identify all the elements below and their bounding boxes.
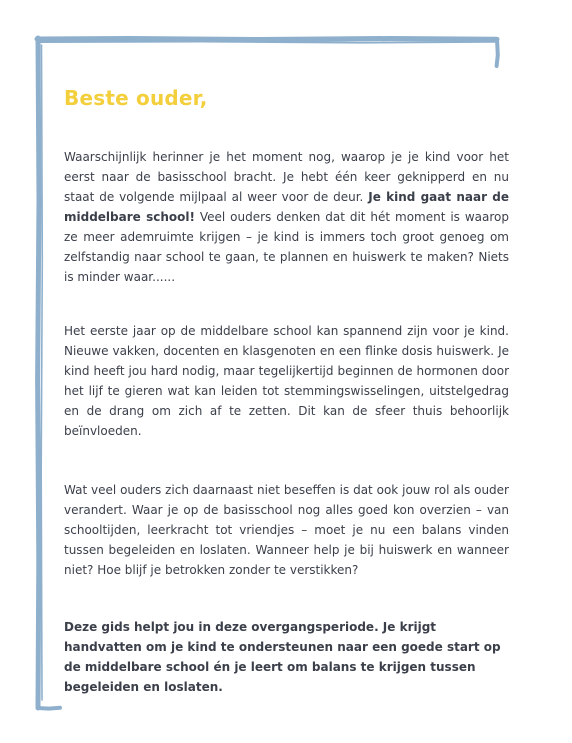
paragraph-intro-emphasis: Je kind gaat naar de middelbare school! bbox=[64, 190, 510, 224]
paragraph-first-year: Het eerste jaar op de middelbare school kan spannend zijn voor je kind. Nieuwe vakken, docenten en klasgenoten en een flinke dosis huiswerk. Je kind heeft jou hard nodig, maar tegelijkertijd beginnen de hormonen door het lijf te gieren wat kan leiden tot stemmingswisselingen, uitstelgedrag en de drang om zich af te zetten. Dit kan de sfeer thuis behoorlijk beïnvloeden. bbox=[64, 324, 509, 438]
paragraph-intro bbox=[64, 147, 509, 287]
paragraph-parent-role: Wat veel ouders zich daarnaast niet beseffen is dat ook jouw rol als ouder verandert. Waar je op de basisschool nog alles goed kon overzien – van schooltijden, leerkracht tot vriendjes – moet je nu een balans vinden tussen begeleiden en loslaten. Wanneer help je bij huiswerk en wanneer niet? Hoe blijf je betrokken zonder te verstikken? bbox=[64, 483, 509, 577]
paragraph-intro-text-c: Veel ouders denken dat dit hét moment is waarop ze meer ademruimte krijgen – je kind is immers toch groot genoeg om zelfstandig naar school te gaan, te plannen en huiswerk te maken? Niets is minder waar...... bbox=[64, 210, 509, 284]
greeting-heading: Beste ouder, bbox=[64, 86, 208, 110]
paragraph-intro-text-a: Waarschijnlijk herinner je het moment nog, waarop je je kind voor het eerst naar de basisschool bracht. Je hebt één keer geknipperd en nu staat de volgende mijlpaal al weer voor de deur. bbox=[64, 150, 509, 204]
paragraph-guide-summary: Deze gids helpt jou in deze overgangsperiode. Je krijgt handvatten om je kind te ondersteunen naar een goede start op de middelbare school én je leert om balans te krijgen tussen begeleiden en loslaten. bbox=[64, 620, 501, 694]
